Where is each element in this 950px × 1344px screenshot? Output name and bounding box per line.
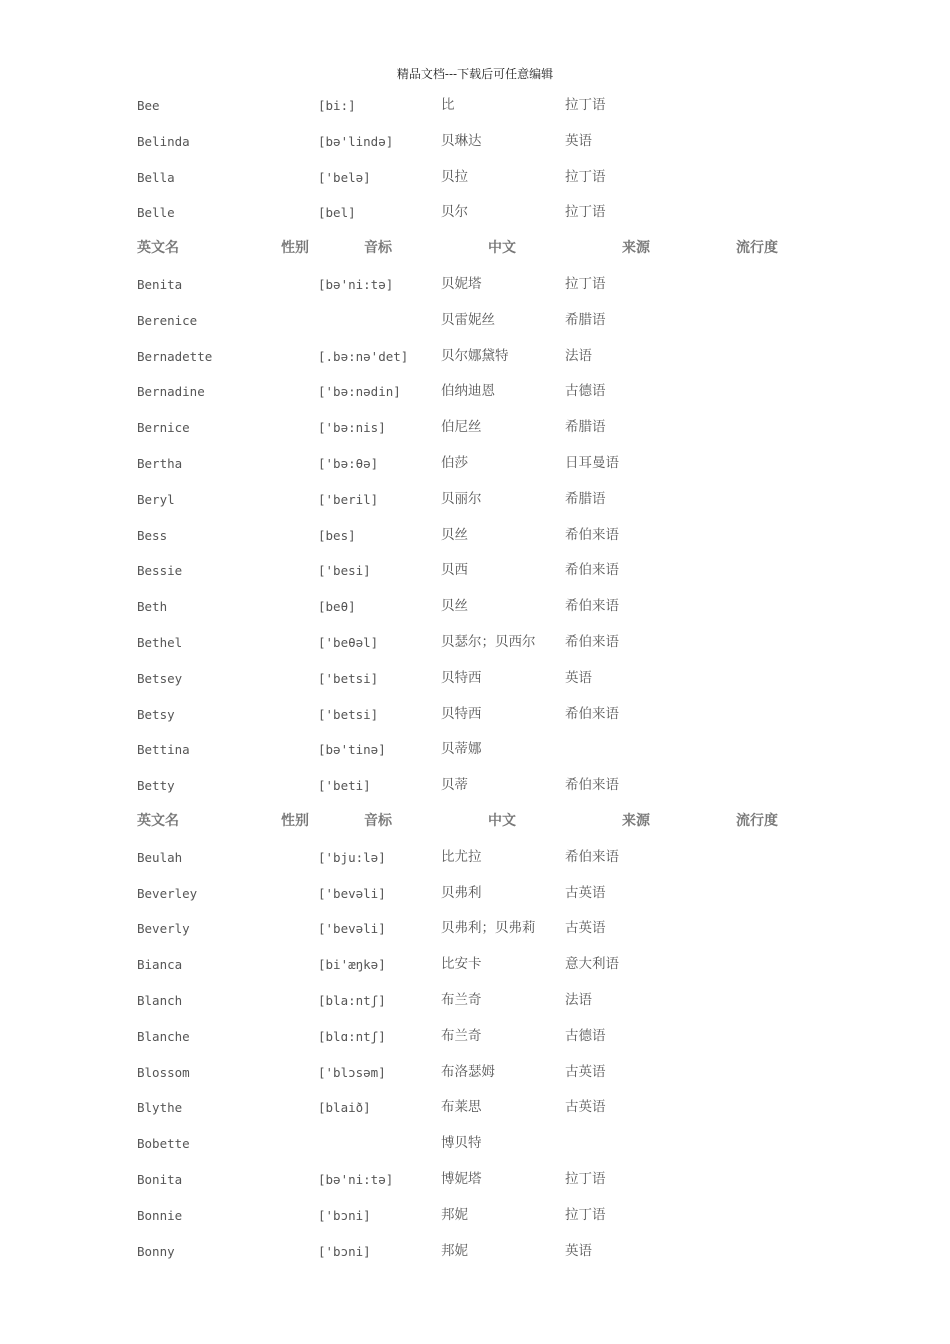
cell-origin: 希腊语 (565, 311, 606, 328)
cell-english-name: Beverley (137, 885, 198, 901)
cell-english-name: Betty (137, 778, 175, 794)
table-row (0, 697, 950, 733)
table-row (0, 267, 950, 303)
cell-origin: 古德语 (565, 1027, 606, 1044)
table-row (0, 482, 950, 518)
table-row (0, 374, 950, 410)
table-row (0, 661, 950, 697)
cell-phonetic: ['bevəli] (318, 885, 386, 901)
table-row (0, 1090, 950, 1126)
header-popularity: 流行度 (736, 812, 778, 829)
table-header-row (0, 804, 950, 840)
cell-chinese: 贝尔 (441, 204, 468, 221)
cell-chinese: 贝特西 (441, 705, 482, 722)
cell-phonetic: ['belə] (318, 169, 371, 185)
names-table (0, 88, 950, 1269)
cell-origin: 英语 (565, 669, 592, 686)
cell-phonetic: ['bə:θə] (318, 455, 379, 471)
table-row (0, 625, 950, 661)
cell-chinese: 布兰奇 (441, 991, 482, 1008)
cell-origin: 拉丁语 (565, 1206, 606, 1223)
cell-chinese: 贝特西 (441, 669, 482, 686)
cell-chinese: 贝妮塔 (441, 275, 482, 292)
table-row (0, 553, 950, 589)
cell-chinese: 邦妮 (441, 1206, 468, 1223)
cell-origin: 拉丁语 (565, 97, 606, 113)
header-origin: 来源 (622, 240, 650, 257)
cell-phonetic: [bə'ni:tə] (318, 276, 394, 292)
cell-origin: 希伯来语 (565, 598, 619, 615)
cell-phonetic: ['bɔni] (318, 1207, 371, 1223)
cell-english-name: Beth (137, 599, 168, 615)
cell-english-name: Blythe (137, 1100, 183, 1116)
cell-english-name: Bobette (137, 1136, 190, 1152)
cell-origin: 希伯来语 (565, 848, 619, 865)
cell-chinese: 比安卡 (441, 956, 482, 973)
cell-phonetic: ['besi] (318, 563, 371, 579)
cell-phonetic: ['bɔni] (318, 1243, 371, 1259)
cell-english-name: Bianca (137, 957, 183, 973)
cell-chinese: 博贝特 (441, 1135, 482, 1152)
header-chinese: 中文 (488, 240, 516, 257)
cell-origin: 拉丁语 (565, 204, 606, 221)
cell-english-name: Bernadette (137, 348, 213, 364)
cell-origin: 古英语 (565, 884, 606, 901)
cell-chinese: 伯纳迪恩 (441, 383, 495, 400)
cell-chinese: 贝弗利 (441, 884, 482, 901)
cell-phonetic: ['beθəl] (318, 634, 379, 650)
cell-english-name: Betsey (137, 670, 183, 686)
cell-origin: 希伯来语 (565, 562, 619, 579)
cell-phonetic: [bə'lində] (318, 133, 394, 149)
cell-chinese: 贝拉 (441, 168, 468, 185)
cell-origin: 法语 (565, 347, 592, 364)
cell-chinese: 贝弗利；贝弗莉 (441, 920, 536, 937)
table-row (0, 840, 950, 876)
header-phonetic: 音标 (364, 812, 392, 829)
cell-origin: 拉丁语 (565, 275, 606, 292)
cell-chinese: 贝蒂 (441, 777, 468, 794)
table-row (0, 947, 950, 983)
cell-english-name: Bonnie (137, 1207, 183, 1223)
cell-origin: 古英语 (565, 1063, 606, 1080)
cell-phonetic: [bi'æŋkə] (318, 957, 386, 973)
cell-chinese: 比 (441, 97, 455, 113)
cell-phonetic: [bə'tinə] (318, 742, 386, 758)
cell-origin: 希腊语 (565, 419, 606, 436)
cell-origin: 意大利语 (565, 956, 619, 973)
cell-chinese: 布洛瑟姆 (441, 1063, 495, 1080)
table-row (0, 1126, 950, 1162)
cell-chinese: 布莱思 (441, 1099, 482, 1116)
cell-chinese: 贝丽尔 (441, 490, 482, 507)
cell-phonetic: ['bə:nis] (318, 420, 386, 436)
table-row (0, 1055, 950, 1091)
cell-phonetic: [beθ] (318, 599, 356, 615)
cell-chinese: 贝雷妮丝 (441, 311, 495, 328)
cell-english-name: Bettina (137, 742, 190, 758)
cell-origin: 古英语 (565, 1099, 606, 1116)
table-row (0, 1162, 950, 1198)
header-phonetic: 音标 (364, 240, 392, 257)
table-row (0, 518, 950, 554)
cell-chinese: 伯莎 (441, 454, 468, 471)
cell-english-name: Bernice (137, 420, 190, 436)
cell-chinese: 布兰奇 (441, 1027, 482, 1044)
table-row (0, 1019, 950, 1055)
cell-english-name: Bernadine (137, 384, 205, 400)
cell-chinese: 贝蒂娜 (441, 741, 482, 758)
cell-english-name: Beverly (137, 921, 190, 937)
table-row (0, 1234, 950, 1270)
cell-phonetic: [blɑ:ntʃ] (318, 1028, 386, 1044)
cell-phonetic: [bə'ni:tə] (318, 1171, 394, 1187)
cell-english-name: Blossom (137, 1064, 190, 1080)
table-row (0, 303, 950, 339)
cell-phonetic: ['blɔsəm] (318, 1064, 386, 1080)
cell-origin: 拉丁语 (565, 168, 606, 185)
cell-chinese: 贝丝 (441, 598, 468, 615)
cell-phonetic: ['bju:lə] (318, 849, 386, 865)
cell-origin: 古英语 (565, 920, 606, 937)
table-header-row (0, 231, 950, 267)
cell-chinese: 邦妮 (441, 1242, 468, 1259)
cell-phonetic: [bla:ntʃ] (318, 992, 386, 1008)
cell-origin: 古德语 (565, 383, 606, 400)
cell-origin: 希伯来语 (565, 777, 619, 794)
table-row (0, 195, 950, 231)
cell-origin: 英语 (565, 132, 592, 149)
cell-english-name: Belinda (137, 133, 190, 149)
cell-origin: 希伯来语 (565, 526, 619, 543)
cell-english-name: Berenice (137, 312, 198, 328)
cell-english-name: Bonny (137, 1243, 175, 1259)
cell-chinese: 博妮塔 (441, 1170, 482, 1187)
cell-phonetic: ['betsi] (318, 670, 379, 686)
table-row (0, 339, 950, 375)
header-gender: 性别 (281, 812, 309, 829)
cell-chinese: 贝尔娜黛特 (441, 347, 509, 364)
table-row (0, 589, 950, 625)
table-row (0, 876, 950, 912)
cell-phonetic: ['beti] (318, 778, 371, 794)
cell-english-name: Beulah (137, 849, 183, 865)
cell-phonetic: ['bə:nədin] (318, 384, 401, 400)
cell-phonetic: ['betsi] (318, 706, 379, 722)
table-row (0, 124, 950, 160)
table-row (0, 911, 950, 947)
cell-phonetic: [blaið] (318, 1100, 371, 1116)
table-row (0, 983, 950, 1019)
cell-english-name: Belle (137, 205, 175, 221)
cell-phonetic: [bes] (318, 527, 356, 543)
cell-english-name: Bella (137, 169, 175, 185)
header-english-name: 英文名 (137, 812, 179, 829)
cell-english-name: Bess (137, 527, 168, 543)
cell-english-name: Benita (137, 276, 183, 292)
cell-english-name: Beryl (137, 491, 175, 507)
table-row (0, 1198, 950, 1234)
cell-chinese: 贝琳达 (441, 132, 482, 149)
cell-chinese: 贝西 (441, 562, 468, 579)
cell-chinese: 贝丝 (441, 526, 468, 543)
cell-chinese: 比尤拉 (441, 848, 482, 865)
cell-phonetic: ['bevəli] (318, 921, 386, 937)
table-row (0, 88, 950, 124)
cell-phonetic: [.bə:nə'det] (318, 348, 409, 364)
header-gender: 性别 (281, 240, 309, 257)
cell-phonetic: [bi:] (318, 98, 356, 113)
cell-phonetic: [bel] (318, 205, 356, 221)
table-row (0, 768, 950, 804)
cell-origin: 法语 (565, 991, 592, 1008)
cell-origin: 希伯来语 (565, 633, 619, 650)
header-english-name: 英文名 (137, 240, 179, 257)
header-chinese: 中文 (488, 812, 516, 829)
cell-english-name: Bertha (137, 455, 183, 471)
cell-english-name: Bethel (137, 634, 183, 650)
cell-origin: 希腊语 (565, 490, 606, 507)
table-row (0, 732, 950, 768)
cell-english-name: Blanche (137, 1028, 190, 1044)
table-row (0, 446, 950, 482)
cell-chinese: 伯尼丝 (441, 419, 482, 436)
cell-english-name: Bonita (137, 1171, 183, 1187)
cell-phonetic: ['beril] (318, 491, 379, 507)
cell-english-name: Blanch (137, 992, 183, 1008)
table-row (0, 410, 950, 446)
cell-origin: 日耳曼语 (565, 454, 619, 471)
table-row (0, 160, 950, 196)
cell-chinese: 贝瑟尔；贝西尔 (441, 633, 536, 650)
cell-english-name: Betsy (137, 706, 175, 722)
cell-english-name: Bessie (137, 563, 183, 579)
header-popularity: 流行度 (736, 240, 778, 257)
cell-english-name: Bee (137, 98, 160, 113)
cell-origin: 英语 (565, 1242, 592, 1259)
header-origin: 来源 (622, 812, 650, 829)
cell-origin: 希伯来语 (565, 705, 619, 722)
page-header: 精品文档---下载后可任意编辑 (396, 67, 554, 81)
cell-origin: 拉丁语 (565, 1170, 606, 1187)
